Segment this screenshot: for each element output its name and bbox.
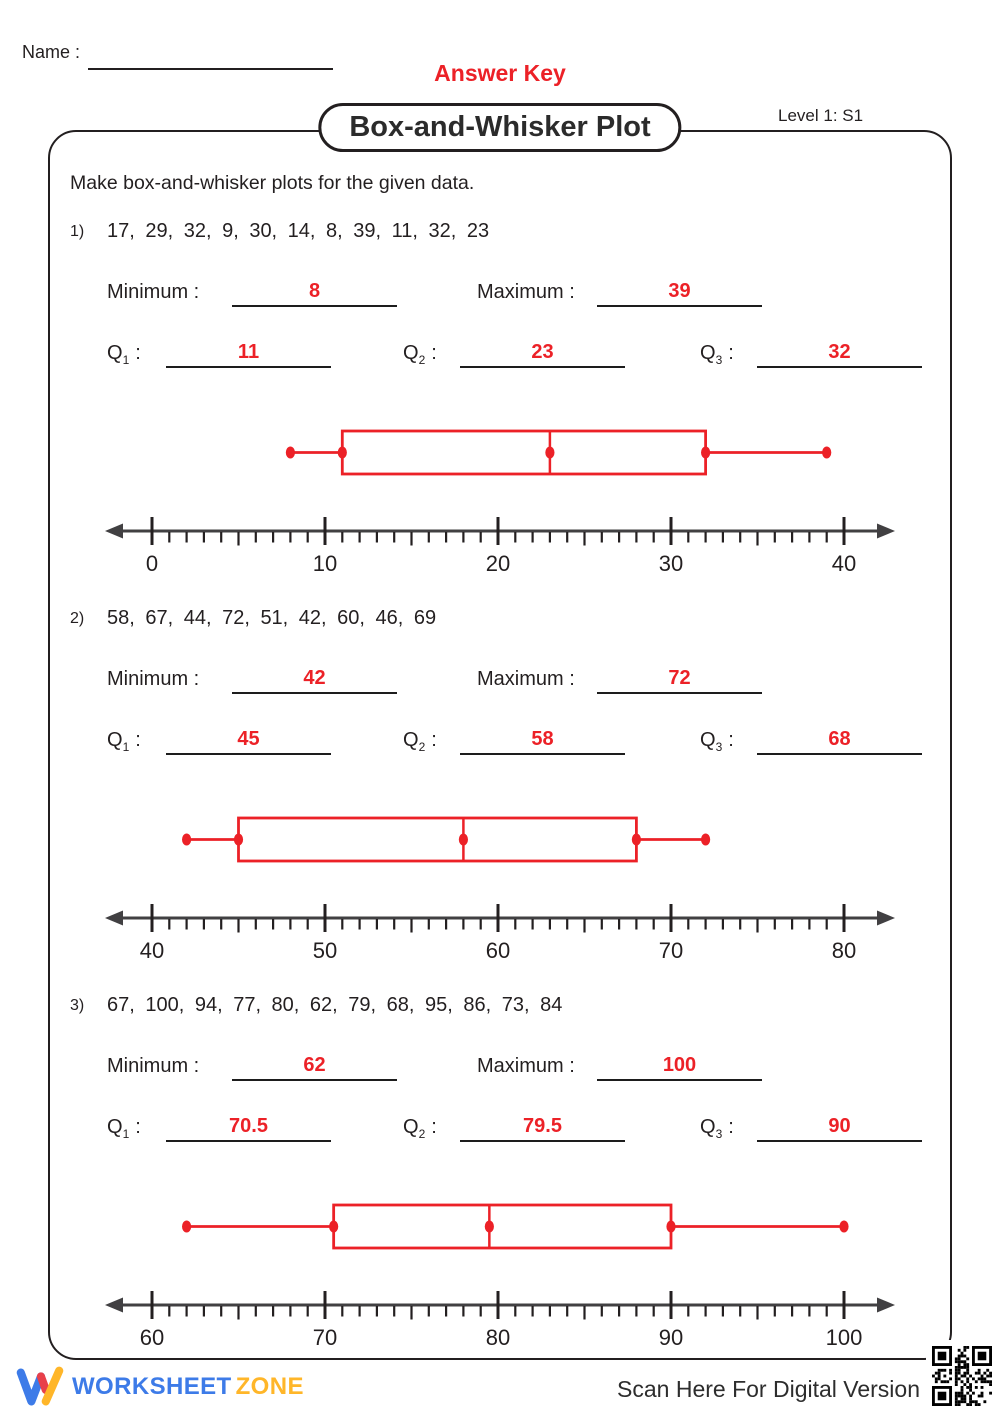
q3-label: $Q_3$ : xyxy=(700,1116,734,1141)
name-label: Name : xyxy=(22,42,81,62)
problem-number: 1) xyxy=(70,223,85,240)
boxplot-chart-2 xyxy=(50,806,950,971)
answer-key-label: Answer Key xyxy=(434,60,566,86)
page-title: Box-and-Whisker Plot xyxy=(318,103,681,152)
scan-here-text: Scan Here For Digital Version xyxy=(617,1376,920,1402)
worksheetzone-logo-text: WORKSHEET ZONE xyxy=(72,1373,304,1400)
problem-2 xyxy=(0,607,1000,979)
problem-3 xyxy=(0,994,1000,1366)
level-label: Level 1: S1 xyxy=(778,106,864,125)
q1-label: $Q_1$ : xyxy=(107,729,141,754)
svg-text:80: 80 xyxy=(485,1325,511,1350)
problem-number: 3) xyxy=(70,997,85,1014)
q1-value: 70.5 xyxy=(229,1115,268,1137)
svg-text:70: 70 xyxy=(658,938,684,963)
qr-code xyxy=(926,1340,998,1412)
minimum-label: Minimum : xyxy=(107,281,200,303)
maximum-value: 39 xyxy=(668,280,691,302)
maximum-value: 72 xyxy=(668,667,691,689)
minimum-label: Minimum : xyxy=(107,1055,200,1077)
svg-text:10: 10 xyxy=(312,551,338,576)
svg-text:40: 40 xyxy=(831,551,857,576)
q1-value: 45 xyxy=(237,728,260,750)
q1-answer-blank xyxy=(166,727,331,755)
minimum-value: 62 xyxy=(303,1054,326,1076)
svg-text:60: 60 xyxy=(139,1325,165,1350)
q2-label: $Q_2$ : xyxy=(403,342,437,367)
maximum-label: Maximum : xyxy=(477,281,575,303)
problem-data-list: 67, 100, 94, 77, 80, 62, 79, 68, 95, 86, 73, 84 xyxy=(107,994,563,1016)
q3-answer-blank xyxy=(757,340,922,368)
q2-answer-blank xyxy=(460,727,625,755)
q2-value: 58 xyxy=(531,728,554,750)
minimum-answer-blank xyxy=(232,1053,397,1081)
qr-code-image xyxy=(927,1341,997,1411)
problem-data-list: 58, 67, 44, 72, 51, 42, 60, 46, 69 xyxy=(107,607,437,629)
q3-value: 90 xyxy=(828,1115,851,1137)
q1-answer-blank xyxy=(166,340,331,368)
boxplot-chart-1 xyxy=(50,419,950,584)
svg-text:90: 90 xyxy=(658,1325,684,1350)
q1-answer-blank xyxy=(166,1114,331,1142)
maximum-answer-blank xyxy=(597,1053,762,1081)
problem-data-list: 17, 29, 32, 9, 30, 14, 8, 39, 11, 32, 23 xyxy=(107,220,490,242)
problem-number: 2) xyxy=(70,610,85,627)
minimum-value: 42 xyxy=(303,667,326,689)
q2-value: 23 xyxy=(531,341,554,363)
q2-answer-blank xyxy=(460,340,625,368)
q1-value: 11 xyxy=(237,341,260,363)
boxplot-chart-3 xyxy=(50,1193,950,1358)
minimum-label: Minimum : xyxy=(107,668,200,690)
maximum-value: 100 xyxy=(662,1054,697,1076)
q3-label: $Q_3$ : xyxy=(700,729,734,754)
maximum-label: Maximum : xyxy=(477,1055,575,1077)
problem-1 xyxy=(0,220,1000,592)
svg-text:50: 50 xyxy=(312,938,338,963)
q2-value: 79.5 xyxy=(523,1115,562,1137)
q1-label: $Q_1$ : xyxy=(107,342,141,367)
svg-text:0: 0 xyxy=(145,551,159,576)
q3-label: $Q_3$ : xyxy=(700,342,734,367)
instruction-text: Make box-and-whisker plots for the given data. xyxy=(70,172,475,194)
svg-text:20: 20 xyxy=(485,551,511,576)
q3-value: 68 xyxy=(828,728,851,750)
svg-text:80: 80 xyxy=(831,938,857,963)
q3-answer-blank xyxy=(757,1114,922,1142)
minimum-answer-blank xyxy=(232,666,397,694)
q3-answer-blank xyxy=(757,727,922,755)
svg-text:60: 60 xyxy=(485,938,511,963)
svg-text:30: 30 xyxy=(658,551,684,576)
minimum-answer-blank xyxy=(232,279,397,307)
worksheetzone-logo-mark-icon xyxy=(16,1364,64,1410)
svg-text:40: 40 xyxy=(139,938,165,963)
q2-label: $Q_2$ : xyxy=(403,729,437,754)
q1-label: $Q_1$ : xyxy=(107,1116,141,1141)
q2-label: $Q_2$ : xyxy=(403,1116,437,1141)
maximum-label: Maximum : xyxy=(477,668,575,690)
minimum-value: 8 xyxy=(308,280,321,302)
maximum-answer-blank xyxy=(597,666,762,694)
svg-text:100: 100 xyxy=(825,1325,863,1350)
svg-text:70: 70 xyxy=(312,1325,338,1350)
worksheetzone-logo xyxy=(16,1364,304,1410)
maximum-answer-blank xyxy=(597,279,762,307)
q2-answer-blank xyxy=(460,1114,625,1142)
q3-value: 32 xyxy=(828,341,851,363)
